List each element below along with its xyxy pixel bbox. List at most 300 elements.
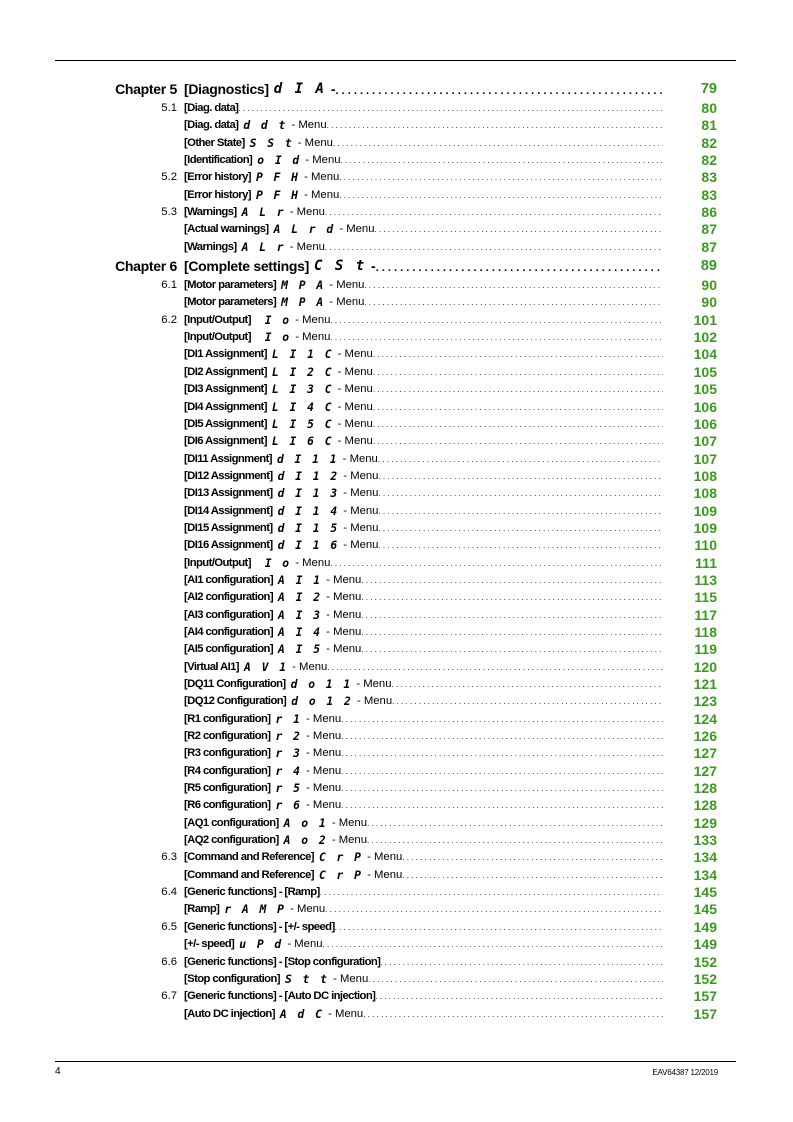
- toc-entry-row[interactable]: [0, 135, 793, 152]
- toc-entry-text[interactable]: [184, 693, 663, 710]
- toc-entry-row[interactable]: [0, 312, 793, 329]
- entry-title: [DI5 Assignment]: [184, 417, 267, 430]
- toc-entry-text[interactable]: [184, 100, 663, 117]
- page-number-link[interactable]: 127: [693, 745, 717, 762]
- toc-entry-row[interactable]: [0, 728, 793, 745]
- entry-title: [Generic functions] - [Ramp]: [184, 886, 320, 899]
- section-number: 5.3: [161, 206, 177, 219]
- page-number-link[interactable]: 128: [693, 780, 717, 797]
- page-number-link[interactable]: 82: [701, 134, 717, 151]
- page-number-link[interactable]: 87: [701, 221, 717, 238]
- dot-leader: [378, 468, 663, 485]
- entry-title: [DI4 Assignment]: [184, 400, 267, 413]
- menu-code: C r P: [318, 851, 363, 865]
- dot-leader: [361, 589, 663, 606]
- table-of-contents: [0, 79, 793, 1023]
- entry-suffix: - Menu: [292, 313, 331, 326]
- toc-entry-row[interactable]: [0, 100, 793, 117]
- toc-entry-row[interactable]: [0, 711, 793, 728]
- toc-entry-row[interactable]: [0, 520, 793, 537]
- entry-suffix: - Menu: [300, 188, 340, 201]
- toc-entry-text[interactable]: [184, 641, 663, 658]
- toc-entry-row[interactable]: [0, 988, 793, 1005]
- menu-code: L I 3 C: [271, 383, 334, 397]
- dot-leader: [325, 239, 663, 256]
- menu-code: u P d: [239, 938, 284, 952]
- entry-title: [Ramp]: [184, 903, 220, 916]
- toc-entry-text[interactable]: [184, 169, 663, 186]
- page-number-link[interactable]: 126: [693, 728, 717, 745]
- dot-leader: [325, 204, 663, 221]
- page-number-link[interactable]: 145: [693, 884, 717, 901]
- dot-leader: [367, 815, 663, 832]
- page-number-link[interactable]: 106: [693, 415, 717, 432]
- menu-code: A L r: [241, 240, 286, 254]
- page-number-link[interactable]: 120: [693, 658, 717, 675]
- page-number-link[interactable]: 129: [693, 814, 717, 831]
- page-number-link[interactable]: 117: [694, 606, 717, 623]
- page-number-link[interactable]: 152: [693, 970, 717, 987]
- entry-suffix: - Menu: [334, 348, 373, 361]
- toc-entry-text[interactable]: [184, 1006, 663, 1023]
- toc-entry-text[interactable]: [184, 919, 663, 936]
- page-number-link[interactable]: 133: [693, 832, 717, 849]
- dot-leader: [373, 399, 663, 416]
- toc-entry-row[interactable]: [0, 399, 793, 416]
- toc-entry-text[interactable]: [184, 152, 663, 169]
- page-number-link[interactable]: 87: [701, 238, 717, 255]
- toc-entry-text[interactable]: [184, 117, 663, 134]
- entry-suffix: - Menu: [340, 487, 379, 500]
- page-number-link[interactable]: 102: [693, 329, 717, 346]
- toc-entry-row[interactable]: [0, 797, 793, 814]
- toc-entry-text[interactable]: [184, 780, 663, 797]
- toc-entry-row[interactable]: [0, 555, 793, 572]
- page-number-link[interactable]: 83: [701, 186, 717, 203]
- toc-entry-row[interactable]: [0, 884, 793, 901]
- entry-title: [Error history]: [184, 171, 251, 184]
- menu-code: r 4: [275, 764, 302, 778]
- dot-leader: [378, 503, 663, 520]
- menu-code: C r P: [318, 868, 363, 882]
- toc-entry-row[interactable]: [0, 117, 793, 134]
- toc-entry-row[interactable]: [0, 936, 793, 953]
- entry-title: [Virtual AI1]: [184, 660, 239, 673]
- page-number-link[interactable]: 121: [693, 676, 717, 692]
- page-number-link[interactable]: 90: [701, 294, 717, 311]
- entry-title: [Motor parameters]: [184, 279, 277, 292]
- entry-suffix: - Menu: [326, 296, 365, 309]
- toc-entry-text[interactable]: [184, 294, 663, 311]
- section-number: 5.1: [161, 102, 177, 114]
- dot-leader: [364, 294, 663, 311]
- dot-leader: [336, 79, 664, 100]
- entry-suffix: - Menu: [302, 782, 342, 795]
- entry-title: [Other State]: [184, 136, 245, 149]
- dot-leader: [378, 537, 663, 554]
- toc-entry-text[interactable]: [184, 416, 663, 433]
- toc-entry-row[interactable]: [0, 152, 793, 169]
- toc-entry-row[interactable]: [0, 659, 793, 676]
- page-number-link[interactable]: 128: [693, 797, 717, 814]
- page-number-link[interactable]: 101: [693, 311, 717, 328]
- toc-entry-text[interactable]: [184, 555, 663, 572]
- page-number-link[interactable]: 134: [693, 866, 717, 883]
- entry-title: [DI16 Assignment]: [184, 539, 273, 552]
- toc-entry-text[interactable]: [184, 815, 663, 832]
- page-number-link[interactable]: 107: [693, 433, 717, 450]
- menu-code: M P A: [281, 279, 326, 293]
- toc-entry-text[interactable]: [184, 867, 663, 884]
- footer-rule: [55, 1061, 736, 1062]
- menu-code: d d t: [243, 119, 288, 133]
- toc-entry-row[interactable]: [0, 364, 793, 381]
- dot-leader: [373, 433, 663, 450]
- dot-leader: [339, 169, 663, 186]
- toc-entry-row[interactable]: [0, 503, 793, 520]
- page-number-link[interactable]: 157: [693, 1005, 717, 1022]
- dot-leader: [380, 954, 663, 971]
- menu-code: d I A: [273, 81, 326, 97]
- page-number-link[interactable]: 157: [693, 988, 717, 1005]
- toc-entry-row[interactable]: [0, 867, 793, 884]
- section-number: 5.2: [161, 171, 177, 184]
- dot-leader: [378, 451, 663, 468]
- entry-suffix: - Menu: [363, 851, 403, 864]
- entry-suffix: - Menu: [353, 678, 392, 690]
- entry-suffix: - Menu: [286, 240, 325, 253]
- page-number-link[interactable]: 108: [693, 467, 717, 484]
- section-number: 6.3: [161, 851, 177, 864]
- page-number-link[interactable]: 81: [701, 117, 717, 134]
- toc-entry-row[interactable]: [0, 169, 793, 186]
- toc-entry-row[interactable]: [0, 1006, 793, 1023]
- page-number-link[interactable]: 109: [693, 502, 717, 519]
- dot-leader: [376, 256, 663, 277]
- toc-entry-text[interactable]: [184, 728, 663, 745]
- entry-title: [AI3 configuration]: [184, 608, 274, 621]
- toc-entry-row[interactable]: [0, 589, 793, 606]
- menu-code: r 2: [275, 730, 302, 744]
- entry-title: [R2 configuration]: [184, 730, 271, 743]
- dot-leader: [335, 919, 663, 936]
- footer-document-reference: EAV64387 12/2019: [652, 1068, 718, 1077]
- menu-code: L I 2 C: [271, 365, 334, 379]
- entry-suffix: - Menu: [334, 400, 373, 413]
- entry-title: [Command and Reference]: [184, 851, 314, 864]
- entry-suffix: - Menu: [353, 695, 393, 708]
- page-number-link[interactable]: 82: [701, 152, 717, 169]
- menu-code: d I 1 5: [277, 521, 340, 535]
- toc-entry-text[interactable]: [184, 204, 663, 221]
- toc-entry-text[interactable]: [184, 624, 663, 641]
- toc-entry-text[interactable]: [184, 936, 663, 953]
- dot-leader: [330, 555, 663, 572]
- toc-entry-text[interactable]: [184, 607, 663, 624]
- entry-suffix: - Menu: [302, 730, 342, 743]
- toc-entry-row[interactable]: [0, 239, 793, 256]
- toc-entry-row[interactable]: [0, 485, 793, 502]
- menu-code: S t t: [284, 972, 329, 986]
- toc-chapter-row[interactable]: [0, 256, 793, 277]
- toc-entry-text[interactable]: [184, 468, 663, 485]
- dot-leader: [330, 312, 663, 329]
- toc-entry-text[interactable]: [184, 711, 663, 728]
- toc-entry-text[interactable]: [184, 659, 663, 676]
- toc-entry-text[interactable]: [184, 954, 663, 971]
- dot-leader: [367, 832, 663, 849]
- dot-leader: [392, 676, 663, 693]
- entry-suffix: - Menu: [284, 938, 323, 951]
- menu-code: r 3: [275, 747, 302, 761]
- toc-entry-text[interactable]: [184, 589, 663, 606]
- page-number-link[interactable]: 105: [693, 363, 717, 380]
- dot-leader: [341, 152, 663, 169]
- dot-leader: [320, 884, 663, 901]
- entry-suffix: - Menu: [336, 223, 375, 236]
- toc-entry-row[interactable]: [0, 641, 793, 658]
- entry-title: [Input/Output]: [184, 331, 251, 344]
- menu-code: d I 1 4: [277, 504, 340, 518]
- page-number-link[interactable]: 115: [694, 589, 717, 606]
- entry-title: [DI2 Assignment]: [184, 365, 267, 378]
- chapter-label: Chapter 6: [115, 258, 177, 275]
- entry-suffix: - Menu: [302, 747, 342, 760]
- page-number-link[interactable]: 127: [693, 762, 717, 779]
- entry-suffix: -: [367, 258, 376, 275]
- toc-entry-text[interactable]: [184, 381, 663, 398]
- dot-leader: [373, 346, 663, 363]
- toc-entry-row[interactable]: [0, 745, 793, 762]
- toc-entry-text[interactable]: [184, 763, 663, 780]
- toc-entry-text[interactable]: [184, 312, 663, 329]
- toc-entry-text[interactable]: [184, 901, 663, 918]
- section-number: 6.7: [161, 990, 177, 1003]
- dot-leader: [361, 641, 663, 658]
- entry-suffix: - Menu: [323, 608, 362, 621]
- toc-entry-row[interactable]: [0, 294, 793, 311]
- dot-leader: [341, 763, 663, 780]
- page-number-link[interactable]: 104: [693, 346, 717, 363]
- page-number-link[interactable]: 123: [693, 693, 717, 710]
- toc-entry-row[interactable]: [0, 780, 793, 797]
- toc-entry-row[interactable]: [0, 954, 793, 971]
- dot-leader: [333, 135, 663, 152]
- toc-entry-row[interactable]: [0, 676, 793, 693]
- toc-entry-text[interactable]: [184, 364, 663, 381]
- page-number-link[interactable]: 83: [701, 169, 717, 186]
- toc-entry-text[interactable]: [184, 797, 663, 814]
- menu-code: d o 1 1: [290, 678, 353, 691]
- entry-title: [Stop configuration]: [184, 972, 280, 985]
- toc-entry-row[interactable]: [0, 381, 793, 398]
- toc-entry-text[interactable]: [184, 745, 663, 762]
- page-number-link[interactable]: 106: [693, 398, 717, 415]
- page-number-link[interactable]: 86: [701, 204, 717, 221]
- dot-leader: [323, 936, 663, 953]
- chapter-label: Chapter 5: [115, 81, 177, 97]
- entry-title: [DI3 Assignment]: [184, 383, 267, 396]
- menu-code: A I 3: [278, 608, 323, 622]
- entry-title: [DI13 Assignment]: [184, 487, 273, 500]
- page-number-link[interactable]: 89: [700, 258, 717, 275]
- toc-entry-row[interactable]: [0, 433, 793, 450]
- menu-code: I o: [255, 331, 292, 345]
- page-number-link[interactable]: 113: [694, 571, 717, 588]
- dot-leader: [363, 1006, 663, 1023]
- menu-code: A I 1: [278, 573, 323, 587]
- entry-suffix: - Menu: [302, 154, 341, 167]
- toc-entry-text[interactable]: [184, 433, 663, 450]
- dot-leader: [341, 728, 663, 745]
- toc-entry-row[interactable]: [0, 901, 793, 918]
- toc-entry-row[interactable]: [0, 416, 793, 433]
- entry-suffix: - Menu: [328, 816, 367, 829]
- toc-entry-text[interactable]: [184, 329, 663, 346]
- toc-entry-text[interactable]: [184, 277, 663, 294]
- toc-entry-text[interactable]: [184, 187, 663, 204]
- entry-title: [R3 configuration]: [184, 747, 271, 760]
- toc-entry-text[interactable]: [184, 256, 663, 277]
- toc-entry-row[interactable]: [0, 624, 793, 641]
- page-number-link[interactable]: 108: [693, 485, 717, 502]
- entry-title: [Command and Reference]: [184, 868, 314, 881]
- entry-suffix: - Menu: [292, 556, 331, 569]
- page-number-link[interactable]: 145: [693, 901, 717, 918]
- toc-entry-text[interactable]: [184, 572, 663, 589]
- dot-leader: [327, 117, 663, 134]
- entry-suffix: - Menu: [288, 119, 327, 132]
- menu-code: r 1: [275, 712, 302, 726]
- entry-title: [DI11 Assignment]: [184, 452, 272, 465]
- menu-code: L I 5 C: [271, 417, 334, 431]
- menu-code: C S t: [313, 258, 367, 275]
- page-number-link[interactable]: 110: [694, 537, 717, 554]
- dot-leader: [330, 329, 663, 346]
- toc-entry-text[interactable]: [184, 503, 663, 520]
- toc-entry-row[interactable]: [0, 468, 793, 485]
- toc-entry-text[interactable]: [184, 971, 663, 988]
- entry-title: [+/- speed]: [184, 938, 235, 951]
- toc-entry-row[interactable]: [0, 919, 793, 936]
- toc-entry-row[interactable]: [0, 971, 793, 988]
- entry-suffix: - Menu: [363, 868, 403, 881]
- entry-suffix: - Menu: [294, 136, 333, 149]
- section-number: 6.5: [161, 920, 177, 933]
- page-number-link[interactable]: 109: [693, 519, 717, 536]
- toc-entry-row[interactable]: [0, 329, 793, 346]
- entry-suffix: - Menu: [334, 435, 373, 448]
- entry-title: [Error history]: [184, 188, 251, 201]
- entry-title: [Input/Output]: [184, 556, 251, 569]
- entry-title: [AI2 configuration]: [184, 591, 274, 604]
- entry-suffix: - Menu: [286, 903, 326, 916]
- toc-entry-text[interactable]: [184, 346, 663, 363]
- dot-leader: [402, 867, 663, 884]
- toc-entry-row[interactable]: [0, 221, 793, 238]
- toc-entry-text[interactable]: [184, 988, 663, 1005]
- page-number-link[interactable]: 80: [701, 100, 717, 116]
- page-number-link[interactable]: 134: [693, 849, 717, 866]
- page-number-link[interactable]: 111: [695, 554, 717, 571]
- entry-title: [Identification]: [184, 154, 253, 167]
- entry-suffix: - Menu: [323, 591, 362, 604]
- page-number-link[interactable]: 124: [693, 710, 717, 727]
- toc-entry-row[interactable]: [0, 346, 793, 363]
- toc-entry-text[interactable]: [184, 451, 663, 468]
- entry-title: [Generic functions] - [+/- speed]: [184, 920, 335, 933]
- toc-entry-row[interactable]: [0, 187, 793, 204]
- toc-entry-row[interactable]: [0, 537, 793, 554]
- entry-title: [DQ12 Configuration]: [184, 695, 287, 708]
- entry-suffix: - Menu: [329, 972, 369, 985]
- entry-suffix: - Menu: [300, 171, 340, 184]
- menu-code: I o: [255, 313, 292, 327]
- toc-entry-text[interactable]: [184, 239, 663, 256]
- entry-suffix: - Menu: [334, 365, 373, 378]
- page-number-link[interactable]: 90: [701, 277, 717, 294]
- toc-entry-text[interactable]: [184, 537, 663, 554]
- toc-entry-row[interactable]: [0, 572, 793, 589]
- toc-entry-row[interactable]: [0, 763, 793, 780]
- toc-entry-row[interactable]: [0, 607, 793, 624]
- dot-leader: [238, 100, 663, 117]
- page-number-link[interactable]: 119: [694, 641, 717, 658]
- toc-entry-text[interactable]: [184, 676, 663, 693]
- toc-entry-text[interactable]: [184, 399, 663, 416]
- page-number-link[interactable]: 149: [693, 918, 717, 935]
- dot-leader: [361, 572, 663, 589]
- page-number-link[interactable]: 152: [693, 953, 717, 970]
- menu-code: A I 2: [278, 591, 323, 605]
- menu-code: L I 6 C: [271, 435, 334, 449]
- entry-title: [Diag. data]: [184, 119, 239, 132]
- toc-entry-text[interactable]: [184, 79, 663, 100]
- menu-code: A L r: [241, 206, 286, 220]
- toc-chapter-row[interactable]: [0, 79, 793, 100]
- entry-suffix: - Menu: [340, 539, 379, 552]
- entry-suffix: - Menu: [289, 660, 328, 673]
- footer-page-number: 4: [55, 1066, 61, 1077]
- entry-title: [R5 configuration]: [184, 782, 271, 795]
- toc-entry-text[interactable]: [184, 849, 663, 866]
- toc-entry-text[interactable]: [184, 135, 663, 152]
- page-number-link[interactable]: 105: [693, 381, 717, 398]
- dot-leader: [341, 797, 663, 814]
- toc-entry-row[interactable]: [0, 832, 793, 849]
- dot-leader: [368, 971, 663, 988]
- toc-entry-row[interactable]: [0, 204, 793, 221]
- page-number-link[interactable]: 149: [693, 936, 717, 953]
- toc-entry-row[interactable]: [0, 815, 793, 832]
- toc-entry-row[interactable]: [0, 451, 793, 468]
- toc-entry-text[interactable]: [184, 832, 663, 849]
- menu-code: d o 1 2: [291, 695, 353, 709]
- section-number: 6.1: [161, 279, 177, 292]
- toc-entry-row[interactable]: [0, 693, 793, 710]
- toc-entry-row[interactable]: [0, 277, 793, 294]
- toc-entry-text[interactable]: [184, 884, 663, 901]
- toc-entry-text[interactable]: [184, 485, 663, 502]
- menu-code: A V 1: [243, 660, 288, 674]
- toc-entry-row[interactable]: [0, 849, 793, 866]
- toc-entry-text[interactable]: [184, 520, 663, 537]
- page-number-link[interactable]: 107: [693, 450, 717, 467]
- page-number-link[interactable]: 79: [700, 81, 717, 97]
- toc-entry-text[interactable]: [184, 221, 663, 238]
- page-number-link[interactable]: 118: [694, 623, 717, 640]
- entry-title: [AI5 configuration]: [184, 643, 274, 656]
